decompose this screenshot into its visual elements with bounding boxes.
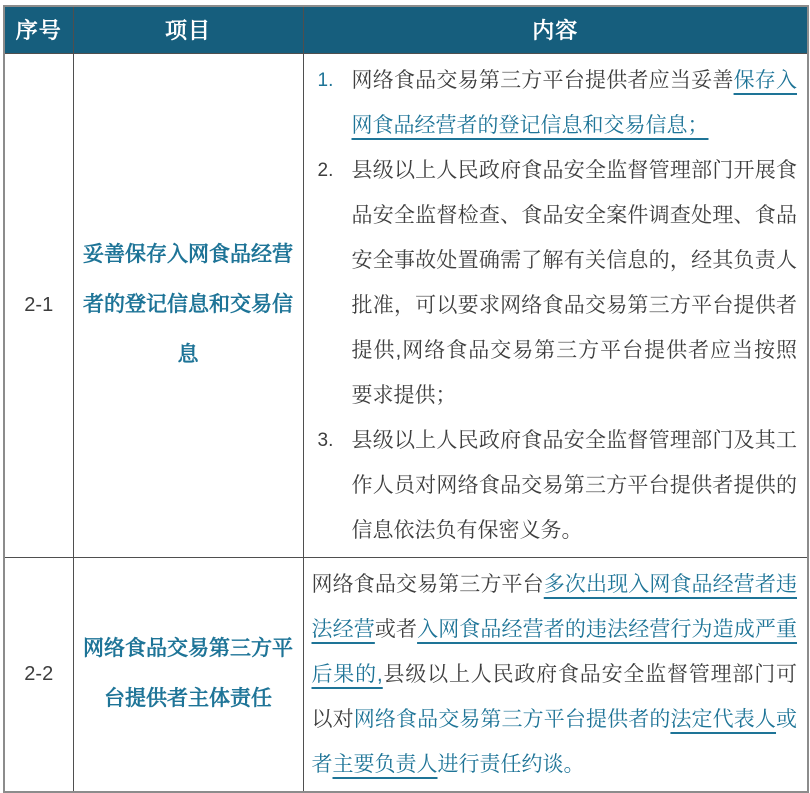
content-segment-link: 入网食品经营者的违法经营行为造成严重后果的,	[311, 617, 798, 686]
content-segment-link: 主要负责人	[332, 752, 438, 776]
content-segment-teal: 网络食品交易第三方平台提供者的	[353, 707, 671, 731]
regulation-table-wrap	[3, 5, 807, 793]
row-item-cell: 妥善保存入网食品经营者的登记信息和交易信息	[73, 53, 303, 557]
header-cell-index: 序号	[4, 6, 73, 53]
list-item-number: 3.	[317, 429, 334, 451]
numbered-list-item	[312, 418, 798, 553]
table-row-2-1	[4, 53, 808, 557]
header-cell-content: 内容	[303, 6, 808, 53]
table-row-2-2	[4, 557, 808, 792]
content-paragraph	[312, 562, 798, 787]
content-segment-normal: 县级以上人民政府食品安全监督管理部门开展食品安全监督检查、食品安全案件调查处理、食品安全事故处置确需了解有关信息的，经其负责人批准，可以要求网络食品交易第三方平台提供者提供,网络食品交易第三方平台提供者应当按照要求提供；	[351, 158, 797, 407]
list-item-text	[352, 418, 798, 553]
regulation-table	[3, 5, 809, 793]
list-item-text	[352, 148, 798, 418]
list-item-text	[352, 58, 798, 148]
content-segment-teal: 或者	[311, 707, 798, 776]
content-segment-link: 法定代表人	[670, 707, 777, 731]
header-cell-item: 项目	[73, 6, 303, 53]
row-item-cell: 网络食品交易第三方平台提供者主体责任	[73, 557, 303, 792]
row-content-cell	[303, 557, 808, 792]
content-segment-link: 多次出现入网食品经营者违法经营	[311, 572, 797, 641]
content-segment-normal: 县级以上人民政府食品安全监督管理部门及其工作人员对网络食品交易第三方平台提供者提供的信息依法负有保密义务。	[351, 428, 797, 542]
table-body	[4, 53, 808, 792]
numbered-list-item	[312, 58, 798, 148]
list-item-number: 2.	[317, 159, 334, 181]
content-segment-link: 保存入网食品经营者的登记信息和交易信息；	[351, 68, 798, 137]
row-index-cell: 2-2	[4, 557, 73, 792]
content-segment-normal: 网络食品交易第三方平台	[311, 572, 544, 596]
list-item-number: 1.	[317, 69, 334, 91]
content-segment-normal: 网络食品交易第三方平台提供者应当妥善	[351, 68, 734, 92]
table-header	[4, 6, 808, 53]
content-segment-normal: 或者	[374, 617, 418, 641]
row-content-cell	[303, 53, 808, 557]
numbered-list-item	[312, 148, 798, 418]
content-segment-teal: 进行责任约谈。	[437, 752, 585, 776]
row-index-cell: 2-1	[4, 53, 73, 557]
content-segment-normal: 县级以上人民政府食品安全监督管理部门可以对	[311, 662, 797, 731]
